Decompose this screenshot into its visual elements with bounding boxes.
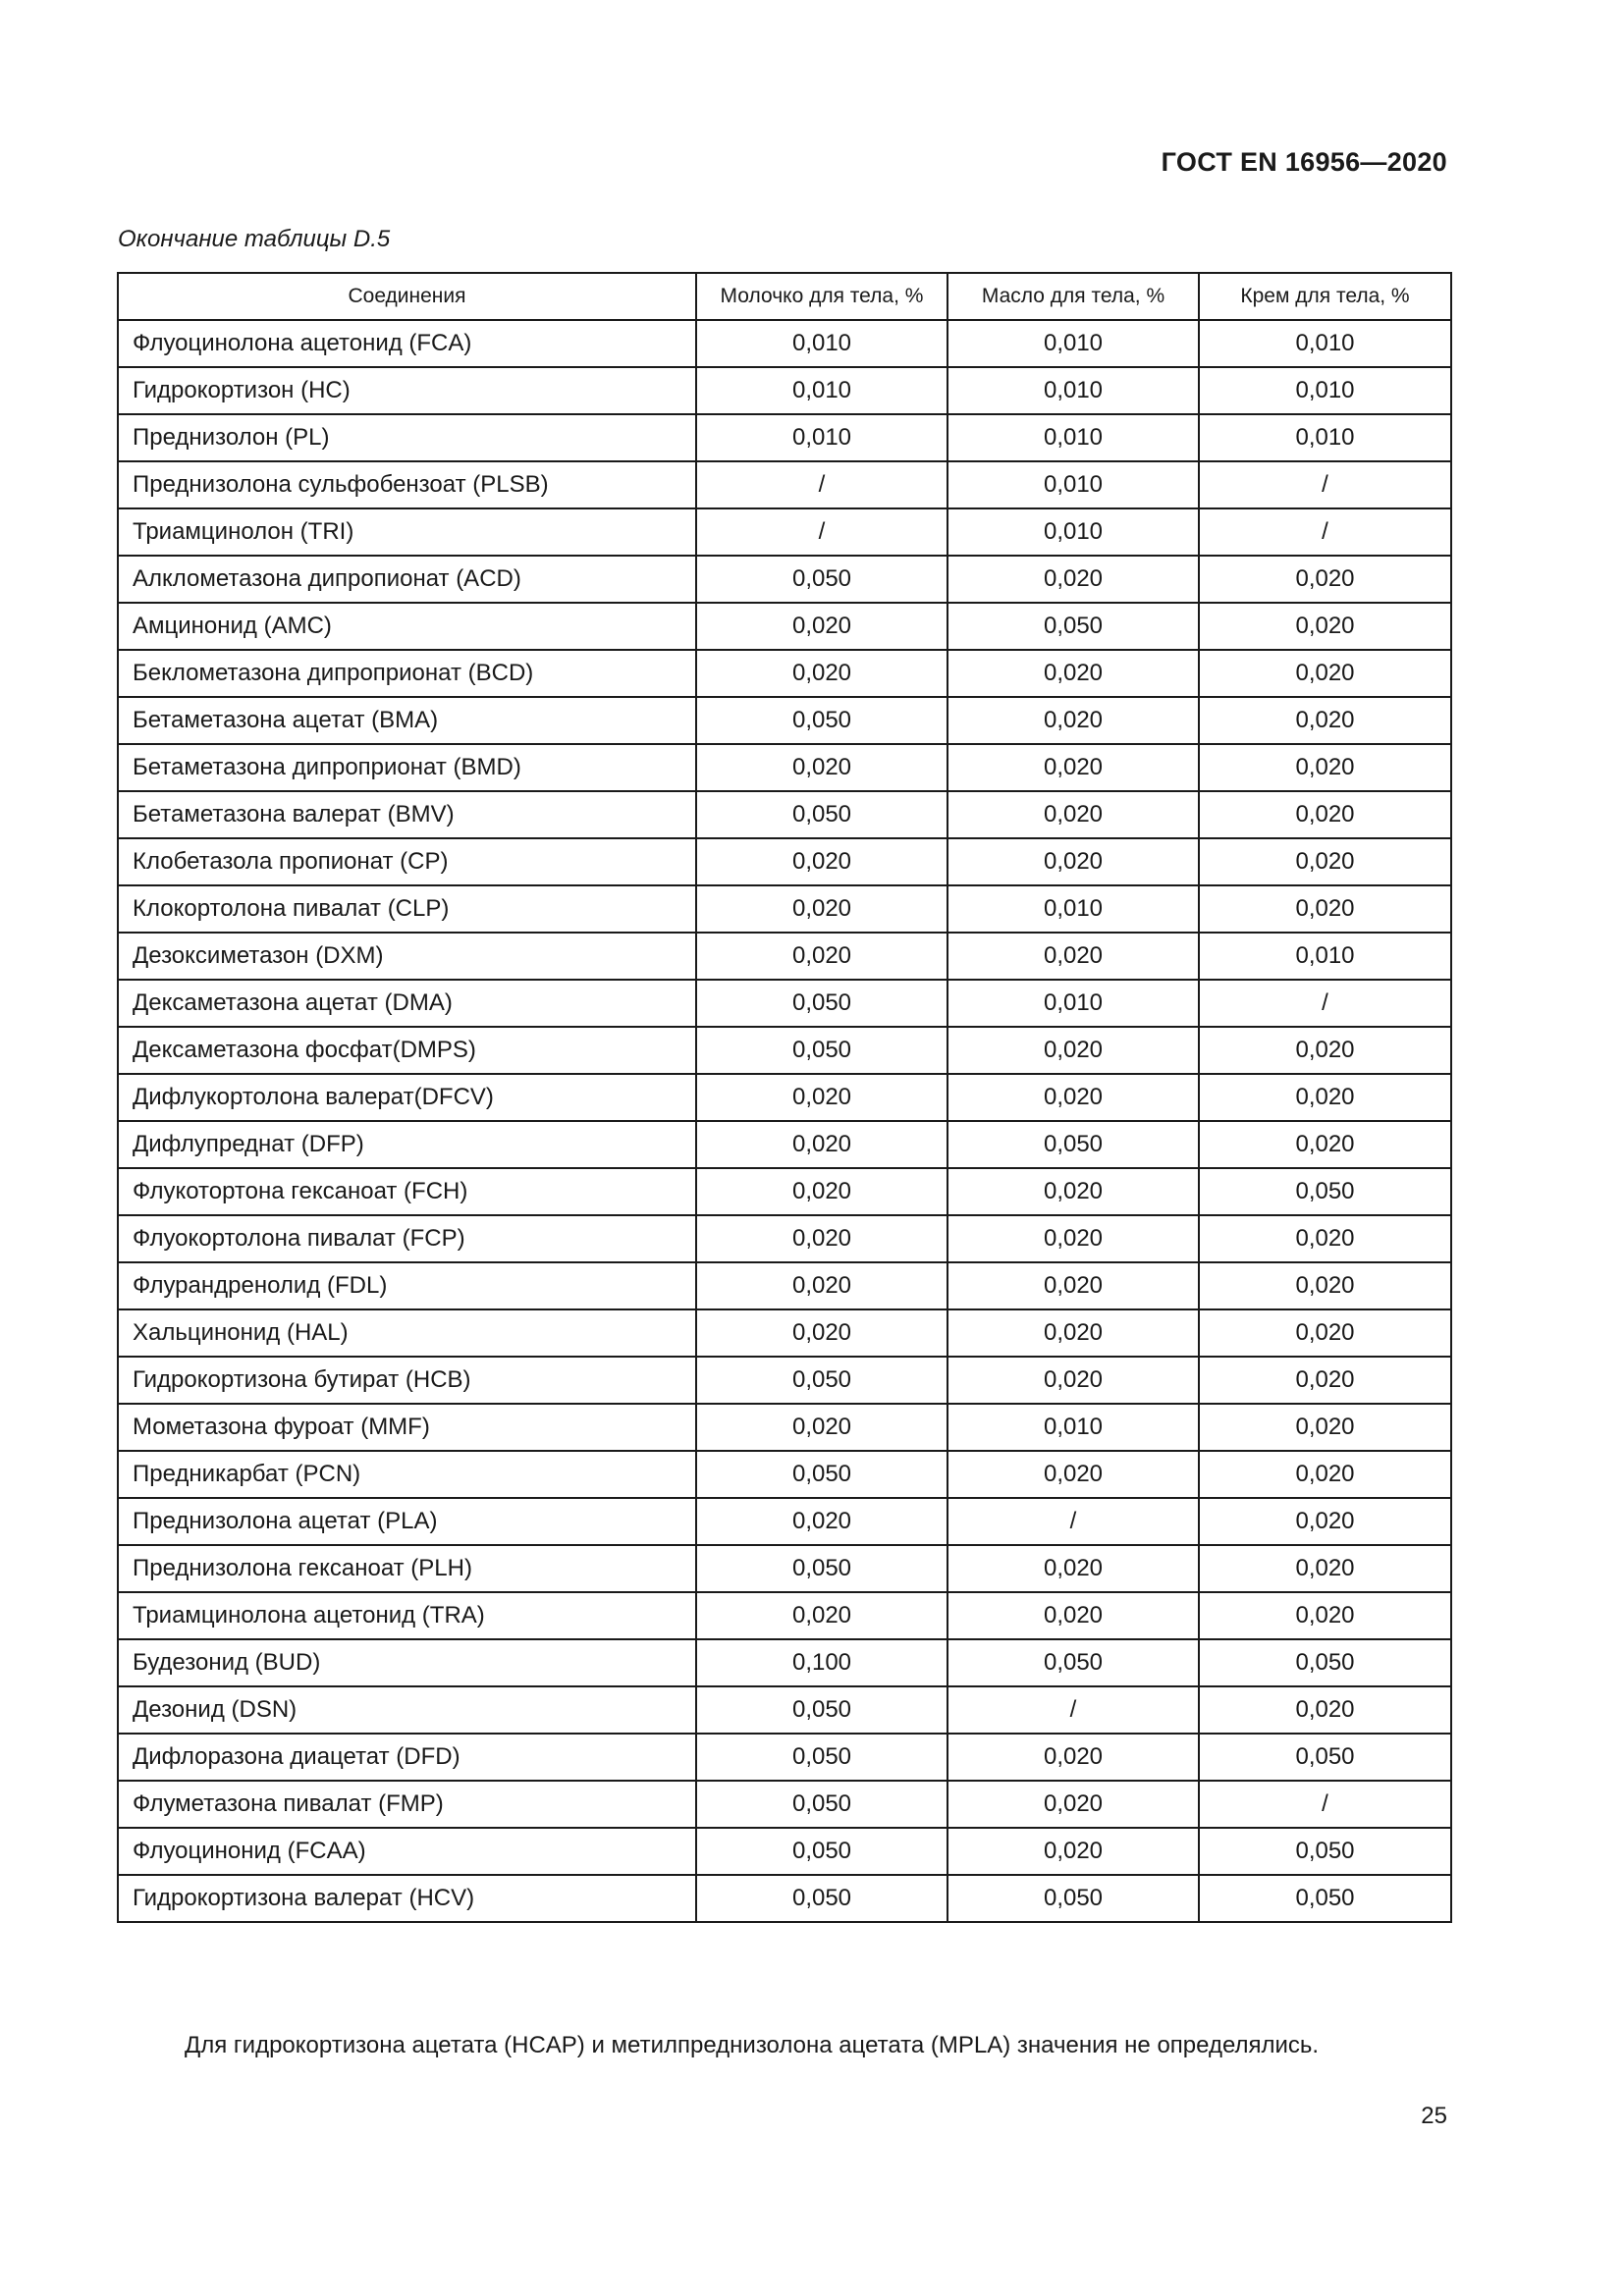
table-row bbox=[118, 697, 1451, 744]
compound-name-cell: Преднизолона сульфобензоат (PLSB) bbox=[118, 461, 696, 508]
compound-name-cell: Флукотортона гексаноат (FCH) bbox=[118, 1168, 696, 1215]
body-oil-value-cell: 0,020 bbox=[947, 838, 1199, 885]
table-row bbox=[118, 1309, 1451, 1357]
body-cream-value-cell: 0,020 bbox=[1199, 1451, 1451, 1498]
compound-name-cell: Дезоксиметазон (DXM) bbox=[118, 933, 696, 980]
compound-name-cell: Триамцинолона ацетонид (TRA) bbox=[118, 1592, 696, 1639]
compound-name-cell: Клокортолона пивалат (CLP) bbox=[118, 885, 696, 933]
body-cream-value-cell: 0,020 bbox=[1199, 1357, 1451, 1404]
compound-name-cell: Бетаметазона валерат (BMV) bbox=[118, 791, 696, 838]
table-row bbox=[118, 744, 1451, 791]
body-cream-value-cell: 0,050 bbox=[1199, 1828, 1451, 1875]
table-row bbox=[118, 791, 1451, 838]
body-milk-value-cell: 0,020 bbox=[696, 1215, 947, 1262]
column-header-body-oil: Масло для тела, % bbox=[947, 273, 1199, 320]
column-header-compound: Соединения bbox=[118, 273, 696, 320]
body-cream-value-cell: 0,020 bbox=[1199, 556, 1451, 603]
body-oil-value-cell: / bbox=[947, 1498, 1199, 1545]
table-row bbox=[118, 1781, 1451, 1828]
body-oil-value-cell: 0,050 bbox=[947, 1639, 1199, 1686]
compound-name-cell: Флуметазона пивалат (FMP) bbox=[118, 1781, 696, 1828]
table-row bbox=[118, 320, 1451, 367]
table-row bbox=[118, 461, 1451, 508]
table-row bbox=[118, 1451, 1451, 1498]
body-oil-value-cell: 0,020 bbox=[947, 933, 1199, 980]
body-milk-value-cell: 0,020 bbox=[696, 1309, 947, 1357]
compound-name-cell: Триамцинолон (TRI) bbox=[118, 508, 696, 556]
body-oil-value-cell: 0,020 bbox=[947, 1828, 1199, 1875]
compound-name-cell: Бетаметазона дипроприонат (BMD) bbox=[118, 744, 696, 791]
table-row bbox=[118, 1121, 1451, 1168]
body-milk-value-cell: 0,020 bbox=[696, 744, 947, 791]
body-cream-value-cell: 0,020 bbox=[1199, 744, 1451, 791]
body-cream-value-cell: 0,020 bbox=[1199, 1498, 1451, 1545]
body-cream-value-cell: 0,010 bbox=[1199, 414, 1451, 461]
body-oil-value-cell: 0,050 bbox=[947, 1875, 1199, 1922]
data-table bbox=[117, 272, 1452, 1923]
compound-name-cell: Хальцинонид (HAL) bbox=[118, 1309, 696, 1357]
body-milk-value-cell: 0,050 bbox=[696, 1545, 947, 1592]
compound-name-cell: Дифлоразона диацетат (DFD) bbox=[118, 1734, 696, 1781]
body-milk-value-cell: 0,050 bbox=[696, 1781, 947, 1828]
table-row bbox=[118, 1875, 1451, 1922]
compound-name-cell: Гидрокортизона валерат (HCV) bbox=[118, 1875, 696, 1922]
body-oil-value-cell: 0,020 bbox=[947, 1027, 1199, 1074]
compound-name-cell: Преднизолон (PL) bbox=[118, 414, 696, 461]
body-cream-value-cell: 0,050 bbox=[1199, 1168, 1451, 1215]
body-milk-value-cell: 0,020 bbox=[696, 1592, 947, 1639]
body-milk-value-cell: 0,020 bbox=[696, 603, 947, 650]
body-oil-value-cell: 0,010 bbox=[947, 980, 1199, 1027]
body-oil-value-cell: 0,020 bbox=[947, 1592, 1199, 1639]
body-cream-value-cell: 0,050 bbox=[1199, 1734, 1451, 1781]
body-milk-value-cell: 0,020 bbox=[696, 933, 947, 980]
table-row bbox=[118, 556, 1451, 603]
body-oil-value-cell: 0,010 bbox=[947, 1404, 1199, 1451]
table-row bbox=[118, 1357, 1451, 1404]
body-cream-value-cell: 0,020 bbox=[1199, 1686, 1451, 1734]
body-oil-value-cell: 0,020 bbox=[947, 1262, 1199, 1309]
table-row bbox=[118, 367, 1451, 414]
body-milk-value-cell: 0,050 bbox=[696, 697, 947, 744]
body-oil-value-cell: 0,020 bbox=[947, 744, 1199, 791]
body-cream-value-cell: 0,020 bbox=[1199, 1074, 1451, 1121]
body-oil-value-cell: 0,010 bbox=[947, 461, 1199, 508]
body-cream-value-cell: 0,010 bbox=[1199, 367, 1451, 414]
body-cream-value-cell: 0,050 bbox=[1199, 1875, 1451, 1922]
compound-name-cell: Преднизолона ацетат (PLA) bbox=[118, 1498, 696, 1545]
column-header-body-cream: Крем для тела, % bbox=[1199, 273, 1451, 320]
body-oil-value-cell: 0,020 bbox=[947, 697, 1199, 744]
body-oil-value-cell: 0,010 bbox=[947, 320, 1199, 367]
compound-name-cell: Бетаметазона ацетат (BMA) bbox=[118, 697, 696, 744]
column-header-body-milk: Молочко для тела, % bbox=[696, 273, 947, 320]
body-milk-value-cell: 0,010 bbox=[696, 367, 947, 414]
compound-name-cell: Дексаметазона ацетат (DMA) bbox=[118, 980, 696, 1027]
compound-name-cell: Клобетазола пропионат (CP) bbox=[118, 838, 696, 885]
body-cream-value-cell: 0,020 bbox=[1199, 791, 1451, 838]
compound-name-cell: Беклометазона дипроприонат (BCD) bbox=[118, 650, 696, 697]
body-cream-value-cell: / bbox=[1199, 508, 1451, 556]
body-oil-value-cell: 0,010 bbox=[947, 367, 1199, 414]
body-cream-value-cell: 0,050 bbox=[1199, 1639, 1451, 1686]
table-row bbox=[118, 603, 1451, 650]
compound-name-cell: Дифлукортолона валерат(DFCV) bbox=[118, 1074, 696, 1121]
body-milk-value-cell: 0,050 bbox=[696, 1828, 947, 1875]
body-cream-value-cell: 0,020 bbox=[1199, 1309, 1451, 1357]
body-oil-value-cell: 0,020 bbox=[947, 1215, 1199, 1262]
table-row bbox=[118, 1828, 1451, 1875]
table-row bbox=[118, 838, 1451, 885]
body-cream-value-cell: 0,020 bbox=[1199, 1404, 1451, 1451]
table-row bbox=[118, 1498, 1451, 1545]
table-caption: Окончание таблицы D.5 bbox=[118, 226, 391, 252]
body-oil-value-cell: / bbox=[947, 1686, 1199, 1734]
body-cream-value-cell: 0,020 bbox=[1199, 1215, 1451, 1262]
body-oil-value-cell: 0,050 bbox=[947, 1121, 1199, 1168]
body-oil-value-cell: 0,020 bbox=[947, 1545, 1199, 1592]
table-row bbox=[118, 1074, 1451, 1121]
table-body bbox=[118, 320, 1451, 1922]
compound-name-cell: Флурандренолид (FDL) bbox=[118, 1262, 696, 1309]
table-row bbox=[118, 1639, 1451, 1686]
compound-name-cell: Дексаметазона фосфат(DMPS) bbox=[118, 1027, 696, 1074]
body-oil-value-cell: 0,020 bbox=[947, 1168, 1199, 1215]
body-milk-value-cell: 0,020 bbox=[696, 1498, 947, 1545]
table-row bbox=[118, 650, 1451, 697]
body-milk-value-cell: / bbox=[696, 461, 947, 508]
body-milk-value-cell: 0,020 bbox=[696, 1168, 947, 1215]
table-row bbox=[118, 1404, 1451, 1451]
body-oil-value-cell: 0,010 bbox=[947, 885, 1199, 933]
body-cream-value-cell: 0,020 bbox=[1199, 603, 1451, 650]
body-cream-value-cell: 0,020 bbox=[1199, 1121, 1451, 1168]
body-cream-value-cell: 0,020 bbox=[1199, 1262, 1451, 1309]
body-oil-value-cell: 0,020 bbox=[947, 556, 1199, 603]
body-cream-value-cell: 0,020 bbox=[1199, 1592, 1451, 1639]
table-row bbox=[118, 508, 1451, 556]
body-milk-value-cell: 0,020 bbox=[696, 650, 947, 697]
body-oil-value-cell: 0,020 bbox=[947, 1074, 1199, 1121]
table-row bbox=[118, 1027, 1451, 1074]
compound-name-cell: Дифлупреднат (DFP) bbox=[118, 1121, 696, 1168]
compound-name-cell: Флуоцинонид (FCAA) bbox=[118, 1828, 696, 1875]
table-row bbox=[118, 1686, 1451, 1734]
compound-name-cell: Гидрокортизона бутират (HCB) bbox=[118, 1357, 696, 1404]
body-milk-value-cell: 0,050 bbox=[696, 1734, 947, 1781]
table-row bbox=[118, 1734, 1451, 1781]
table-row bbox=[118, 1168, 1451, 1215]
body-cream-value-cell: 0,020 bbox=[1199, 650, 1451, 697]
compound-name-cell: Мометазона фуроат (MMF) bbox=[118, 1404, 696, 1451]
body-oil-value-cell: 0,020 bbox=[947, 1309, 1199, 1357]
body-milk-value-cell: 0,020 bbox=[696, 1404, 947, 1451]
body-oil-value-cell: 0,050 bbox=[947, 603, 1199, 650]
body-milk-value-cell: 0,050 bbox=[696, 556, 947, 603]
body-milk-value-cell: / bbox=[696, 508, 947, 556]
body-cream-value-cell: 0,020 bbox=[1199, 697, 1451, 744]
body-oil-value-cell: 0,020 bbox=[947, 1451, 1199, 1498]
body-cream-value-cell: / bbox=[1199, 980, 1451, 1027]
body-milk-value-cell: 0,050 bbox=[696, 980, 947, 1027]
body-milk-value-cell: 0,050 bbox=[696, 1686, 947, 1734]
body-cream-value-cell: 0,020 bbox=[1199, 1545, 1451, 1592]
body-milk-value-cell: 0,020 bbox=[696, 1074, 947, 1121]
table-row bbox=[118, 885, 1451, 933]
body-cream-value-cell: / bbox=[1199, 461, 1451, 508]
compound-name-cell: Преднизолона гексаноат (PLH) bbox=[118, 1545, 696, 1592]
body-milk-value-cell: 0,050 bbox=[696, 1451, 947, 1498]
body-milk-value-cell: 0,020 bbox=[696, 885, 947, 933]
table-row bbox=[118, 1262, 1451, 1309]
body-cream-value-cell: 0,020 bbox=[1199, 838, 1451, 885]
compound-name-cell: Дезонид (DSN) bbox=[118, 1686, 696, 1734]
body-oil-value-cell: 0,020 bbox=[947, 1734, 1199, 1781]
body-cream-value-cell: 0,010 bbox=[1199, 320, 1451, 367]
table-note: Для гидрокортизона ацетата (HCAP) и метилпреднизолона ацетата (MPLA) значения не определялись. bbox=[185, 2032, 1320, 2058]
table-header-row bbox=[118, 273, 1451, 320]
table-row bbox=[118, 1215, 1451, 1262]
body-cream-value-cell: 0,020 bbox=[1199, 1027, 1451, 1074]
body-milk-value-cell: 0,050 bbox=[696, 1027, 947, 1074]
compound-name-cell: Алклометазона дипропионат (ACD) bbox=[118, 556, 696, 603]
compound-name-cell: Амцинонид (AMC) bbox=[118, 603, 696, 650]
body-milk-value-cell: 0,100 bbox=[696, 1639, 947, 1686]
body-cream-value-cell: 0,010 bbox=[1199, 933, 1451, 980]
body-milk-value-cell: 0,010 bbox=[696, 414, 947, 461]
body-oil-value-cell: 0,020 bbox=[947, 791, 1199, 838]
body-cream-value-cell: / bbox=[1199, 1781, 1451, 1828]
body-oil-value-cell: 0,020 bbox=[947, 1357, 1199, 1404]
body-milk-value-cell: 0,050 bbox=[696, 1357, 947, 1404]
body-oil-value-cell: 0,020 bbox=[947, 1781, 1199, 1828]
body-cream-value-cell: 0,020 bbox=[1199, 885, 1451, 933]
compound-name-cell: Будезонид (BUD) bbox=[118, 1639, 696, 1686]
body-milk-value-cell: 0,020 bbox=[696, 1121, 947, 1168]
compound-name-cell: Флуоцинолона ацетонид (FCA) bbox=[118, 320, 696, 367]
compound-name-cell: Гидрокортизон (HC) bbox=[118, 367, 696, 414]
table-row bbox=[118, 1545, 1451, 1592]
body-oil-value-cell: 0,010 bbox=[947, 414, 1199, 461]
body-milk-value-cell: 0,050 bbox=[696, 791, 947, 838]
table-row bbox=[118, 980, 1451, 1027]
compound-name-cell: Предникарбат (PCN) bbox=[118, 1451, 696, 1498]
body-milk-value-cell: 0,010 bbox=[696, 320, 947, 367]
table-row bbox=[118, 1592, 1451, 1639]
body-milk-value-cell: 0,050 bbox=[696, 1875, 947, 1922]
document-header: ГОСТ EN 16956—2020 bbox=[1161, 147, 1447, 177]
body-milk-value-cell: 0,020 bbox=[696, 1262, 947, 1309]
body-milk-value-cell: 0,020 bbox=[696, 838, 947, 885]
body-oil-value-cell: 0,010 bbox=[947, 508, 1199, 556]
page-number: 25 bbox=[1421, 2103, 1447, 2129]
table-row bbox=[118, 414, 1451, 461]
compound-name-cell: Флуокортолона пивалат (FCP) bbox=[118, 1215, 696, 1262]
body-oil-value-cell: 0,020 bbox=[947, 650, 1199, 697]
table-row bbox=[118, 933, 1451, 980]
